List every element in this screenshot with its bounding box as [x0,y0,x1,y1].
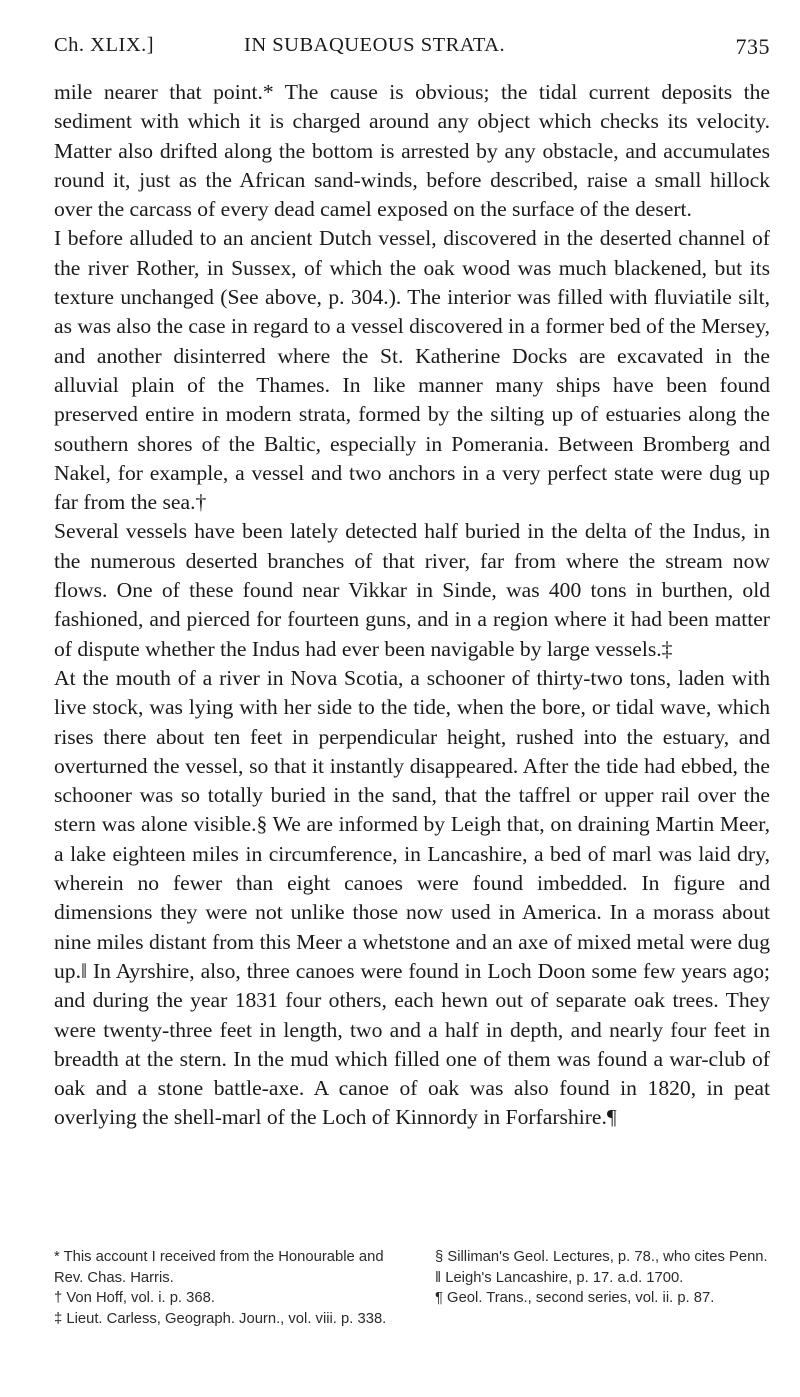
paragraph-2: I before alluded to an ancient Dutch vessel, discovered in the deserted channel of the river Rother, in Sussex, of which the oak wood was much blackened, but its texture unchanged (See above, p. 304.). The interior was filled with fluviatile silt, as was also the case in regard to a vessel discovered in a former bed of the Mersey, and another disinterred where the St. Katherine Docks are excavated in the alluvial plain of the Thames. In like manner many ships have been found preserved entire in modern strata, formed by the silting up of estuaries along the southern shores of the Baltic, especially in Pomerania. Between Bromberg and Nakel, for example, a vessel and two anchors in a very perfect state were dug up far from the sea.† [54,226,770,515]
footnotes [54,1247,770,1329]
paragraph-3: Several vessels have been lately detected half buried in the delta of the Indus, in the numerous deserted branches of that river, far from where the stream now flows. One of these found near Vikkar in Sinde, was 400 tons in burthen, old fashioned, and pierced for fourteen guns, and in a region where it had been matter of dispute whether the Indus had ever been navigable by large vessels.‡ [54,519,770,661]
footnote-dagger: † Von Hoff, vol. i. p. 368. [54,1290,215,1306]
footnote-pilcrow: ¶ Geol. Trans., second series, vol. ii. p. 87. [435,1290,715,1306]
body-text [54,78,770,1133]
paragraph-4: At the mouth of a river in Nova Scotia, a schooner of thirty-two tons, laden with live stock, was lying with her side to the tide, when the bore, or tidal wave, which rises there about ten feet in perpendicular height, rushed into the estuary, and overturned the vessel, so that it instantly disappeared. After the tide had ebbed, the schooner was so totally buried in the sand, that the taffrel or upper rail over the stern was alone visible.§ We are informed by Leigh that, on draining Martin Meer, a lake eighteen miles in circumference, in Lancashire, a bed of marl was laid dry, wherein no fewer than eight canoes were found imbedded. In figure and dimensions they were not unlike those now used in America. In a morass about nine miles distant from this Meer a whetstone and an axe of mixed metal were dug up.‖ In Ayrshire, also, three canoes were found in Loch Doon some few years ago; and during the year 1831 four others, each hewn out of separate oak trees. They were twenty-three feet in length, two and a half in depth, and nearly four feet in breadth at the stern. In the mud which filled one of them was found a war-club of oak and a stone battle-axe. A canoe of oak was also found in 1820, in peat overlying the shell-marl of the Loch of Kinnordy in Forfarshire.¶ [54,665,770,1130]
page-number: 735 [735,34,770,59]
footnotes-left-column [54,1247,389,1329]
running-header [54,34,770,64]
footnote-section: § Silliman's Geol. Lectures, p. 78., who cites Penn. [435,1249,768,1265]
footnote-parallel: ‖ Leigh's Lancashire, p. 17. a.d. 1700. [435,1269,684,1286]
footnote-asterisk: * This account I received from the Honourable and Rev. Chas. Harris. [54,1249,384,1286]
chapter-label: Ch. XLIX.] [54,34,155,56]
running-title: IN SUBAQUEOUS STRATA. [244,34,506,56]
footnotes-right-column [435,1247,770,1329]
paragraph-1: mile nearer that point.* The cause is obvious; the tidal current deposits the sediment with which it is charged around any object which checks its velocity. Matter also drifted along the bottom is arrested by any obstacle, and accumulates round it, just as the African sand-winds, before described, raise a small hillock over the carcass of every dead camel exposed on the surface of the desert. [54,80,770,222]
footnote-double-dagger: ‡ Lieut. Carless, Geograph. Journ., vol. viii. p. 338. [54,1310,387,1327]
